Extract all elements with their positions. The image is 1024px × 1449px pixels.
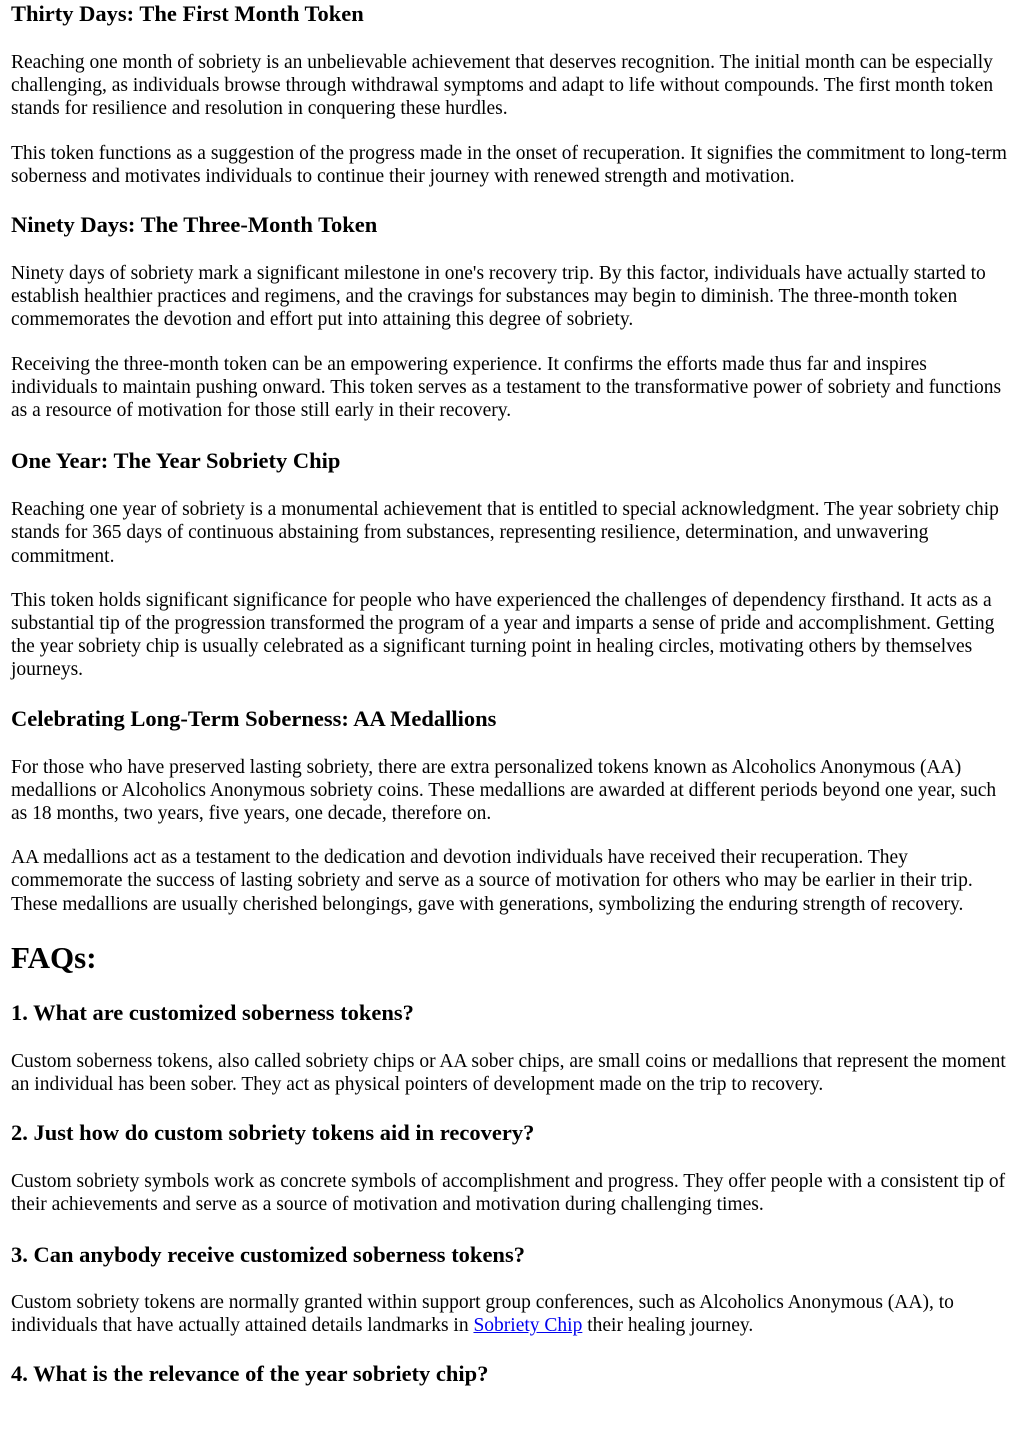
faq-question: 4. What is the relevance of the year sobriety chip? xyxy=(11,1361,489,1387)
faq-title: FAQs: xyxy=(11,939,97,975)
section-heading-thirty-days: Thirty Days: The First Month Token xyxy=(11,1,364,26)
paragraph: AA medallions act as a testament to the dedication and devotion individuals have received their recuperation. They commemorate the success of lasting sobriety and serve as a source of motivation for others who may be earlier in their trip. These medallions are usually cherished belongings, gave with generations, symbolizing the enduring strength of recovery. xyxy=(11,847,973,915)
paragraph: Reaching one month of sobriety is an unbelievable achievement that deserves recognition. The initial month can be especially challenging, as individuals browse through withdrawal symptoms and adapt to life without compounds. The first month token stands for resilience and resolution in conquering these hurdles. xyxy=(11,52,994,120)
paragraph: This token functions as a suggestion of the progress made in the onset of recuperation. It signifies the commitment to long-term soberness and motivates individuals to continue their journey with renewed strength and motivation. xyxy=(11,142,1007,187)
faq-question: 3. Can anybody receive customized soberness tokens? xyxy=(11,1241,525,1267)
paragraph: Ninety days of sobriety mark a significant milestone in one's recovery trip. By this factor, individuals have actually started to establish healthier practices and regimens, and the cravings for substances may begin to diminish. The three-month token commemorates the devotion and effort put into attaining this degree of sobriety. xyxy=(11,263,986,331)
paragraph: Reaching one year of sobriety is a monumental achievement that is entitled to special acknowledgment. The year sobriety chip stands for 365 days of continuous abstaining from substances, representing resilience, determination, and unwavering commitment. xyxy=(11,499,999,567)
faq-question: 1. What are customized soberness tokens? xyxy=(11,999,414,1025)
section-heading-aa-medallions: Celebrating Long-Term Soberness: AA Medallions xyxy=(11,705,497,731)
paragraph: Receiving the three-month token can be an empowering experience. It confirms the efforts made thus far and inspires individuals to maintain pushing onward. This token serves as a testament to the transformative power of sobriety and functions as a resource of motivation for those still early in their recovery. xyxy=(11,353,1002,422)
faq-answer xyxy=(11,1291,1013,1337)
article xyxy=(0,1,1024,1387)
paragraph: This token holds significant significance for people who have experienced the challenges of dependency firsthand. It acts as a substantial tip of the progression transformed the program of a year and imparts a sense of pride and accomplishment. Getting the year sobriety chip is usually celebrated as a significant turning point in healing circles, motivating others by themselves journeys. xyxy=(11,589,995,681)
faq-answer-text: Custom sobriety tokens are normally granted within support group conferences, such as Alcoholics Anonymous (AA), to individuals that have actually attained details landmarks in xyxy=(11,1291,954,1336)
faq-answer-text: their healing journey. xyxy=(582,1314,754,1336)
paragraph: For those who have preserved lasting sobriety, there are extra personalized tokens known as Alcoholics Anonymous (AA) medallions or Alcoholics Anonymous sobriety coins. These medallions are awarded at different periods beyond one year, such as 18 months, two years, five years, one decade, therefore on. xyxy=(11,756,997,825)
faq-answer: Custom soberness tokens, also called sobriety chips or AA sober chips, are small coins or medallions that represent the moment an individual has been sober. They act as physical pointers of development made on the trip to recovery. xyxy=(11,1050,1006,1096)
faq-answer: Custom sobriety symbols work as concrete symbols of accomplishment and progress. They offer people with a consistent tip of their achievements and serve as a source of motivation and motivation during challenging times. xyxy=(11,1171,1006,1216)
section-heading-one-year: One Year: The Year Sobriety Chip xyxy=(11,448,341,474)
section-heading-ninety-days: Ninety Days: The Three-Month Token xyxy=(11,212,378,238)
sobriety-chip-link[interactable]: Sobriety Chip xyxy=(473,1314,583,1336)
faq-question: 2. Just how do custom sobriety tokens aid in recovery? xyxy=(11,1120,535,1146)
